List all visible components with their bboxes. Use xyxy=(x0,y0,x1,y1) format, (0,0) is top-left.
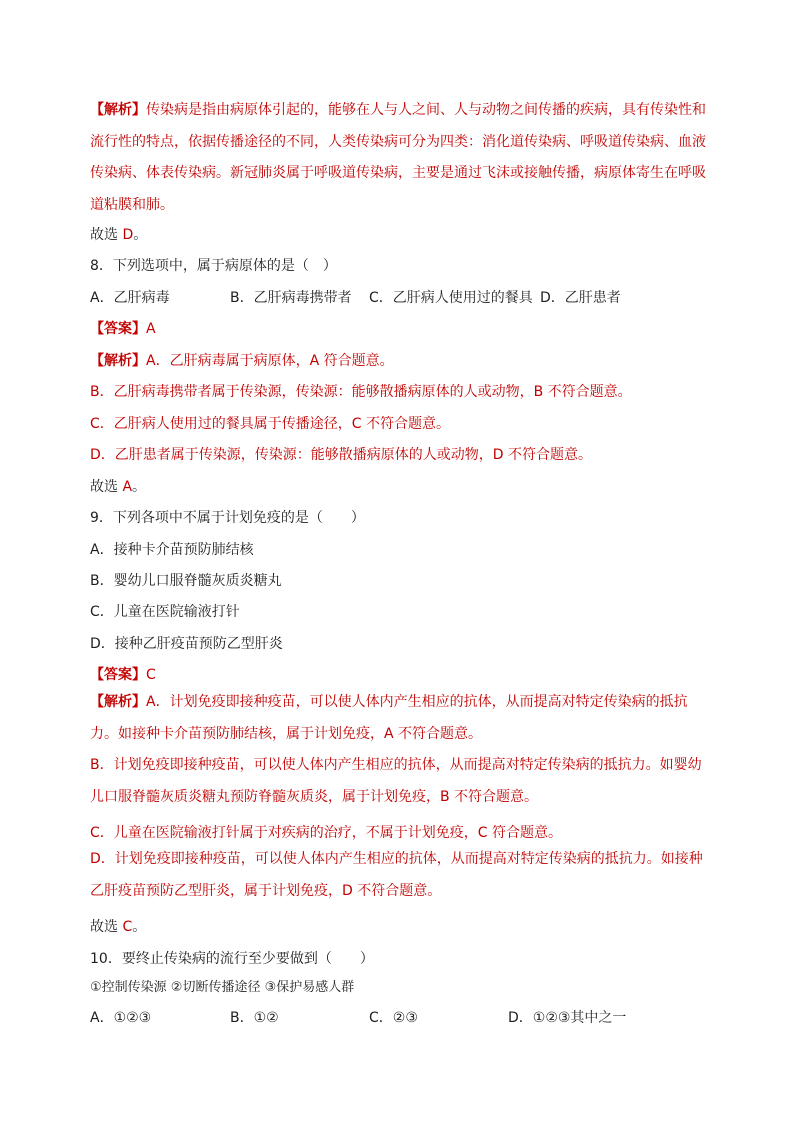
answer-tag: 【答案】 xyxy=(90,321,146,337)
q9-option-c: C．儿童在医院输液打针 xyxy=(90,604,240,620)
q8-stem: 8．下列选项中，属于病原体的是（ ） xyxy=(90,258,337,274)
q8-answer-letter: A xyxy=(146,321,156,337)
q7-conclusion: 故选 D。 xyxy=(90,227,148,243)
q9-option-d: D．接种乙肝疫苗预防乙型肝炎 xyxy=(90,636,283,652)
q8-analysis-c: C．乙肝病人使用过的餐具属于传播途径，C 不符合题意。 xyxy=(90,416,451,432)
q8-analysis-b: B．乙肝病毒携带者属于传染源，传染源：能够散播病原体的人或动物，B 不符合题意。 xyxy=(90,384,632,400)
q8-option-d: D．乙肝患者 xyxy=(540,290,621,306)
q9-option-a: A．接种卡介苗预防肺结核 xyxy=(90,542,254,558)
analysis-tag: 【解析】 xyxy=(90,102,146,118)
q9-option-b: B．婴幼儿口服脊髓灰质炎糖丸 xyxy=(90,573,282,589)
q8-conclusion: 故选 A。 xyxy=(90,479,147,495)
q10-sub: ①控制传染源 ②切断传播途径 ③保护易感人群 xyxy=(90,980,355,995)
q7-analysis-text: 传染病是指由病原体引起的，能够在人与人之间、人与动物之间传播的疾病，具有传染性和流行性的特点，依据传播途径的不同，人类传染病可分为四类：消化道传染病、呼吸道传染病、血液传染病、体表传染病。新冠肺炎属于呼吸道传染病，主要是通过飞沫或接触传播，病原体寄生在呼吸道粘膜和肺。 xyxy=(90,102,706,213)
q10-option-c: C．②③ xyxy=(369,1010,418,1026)
q9-analysis-b: B．计划免疫即接种疫苗，可以使人体内产生相应的抗体，从而提高对特定传染病的抵抗力。如婴幼儿口服脊髓灰质炎糖丸预防脊髓灰质炎，属于计划免疫，B 不符合题意。 xyxy=(90,757,702,805)
q10-stem: 10．要终止传染病的流行至少要做到（ ） xyxy=(90,951,374,967)
q9-analysis-d: D．计划免疫即接种疫苗，可以使人体内产生相应的抗体，从而提高对特定传染病的抵抗力。如接种乙肝疫苗预防乙型肝炎，属于计划免疫，D 不符合题意。 xyxy=(90,851,703,899)
q10-option-d: D．①②③其中之一 xyxy=(508,1010,627,1026)
q7-analysis xyxy=(90,95,714,221)
q8-option-a: A．乙肝病毒 xyxy=(90,290,170,306)
q10-option-a: A．①②③ xyxy=(90,1010,152,1026)
q8-answer xyxy=(90,319,714,339)
q9-answer-letter: C xyxy=(146,667,156,683)
q8-option-b: B．乙肝病毒携带者 xyxy=(230,290,352,306)
q7-conclusion-letter: D xyxy=(122,227,134,243)
q8-analysis-d: D．乙肝患者属于传染源，传染源：能够散播病原体的人或动物，D 不符合题意。 xyxy=(90,447,593,463)
q9-stem: 9．下列各项中不属于计划免疫的是（ ） xyxy=(90,510,365,526)
q9-answer: 【答案】C xyxy=(90,667,156,683)
q10-option-b: B．①② xyxy=(230,1010,279,1026)
q8-analysis-a: 【解析】A．乙肝病毒属于病原体，A 符合题意。 xyxy=(90,353,394,369)
q9-conclusion: 故选 C。 xyxy=(90,919,147,935)
q8-option-c: C．乙肝病人使用过的餐具 xyxy=(369,290,533,306)
q9-analysis-c: C．儿童在医院输液打针属于对疾病的治疗，不属于计划免疫，C 符合题意。 xyxy=(90,825,563,841)
q9-analysis-a: 【解析】A．计划免疫即接种疫苗，可以使人体内产生相应的抗体，从而提高对特定传染病的抵抗力。如接种卡介苗预防肺结核，属于计划免疫，A 不符合题意。 xyxy=(90,694,688,742)
